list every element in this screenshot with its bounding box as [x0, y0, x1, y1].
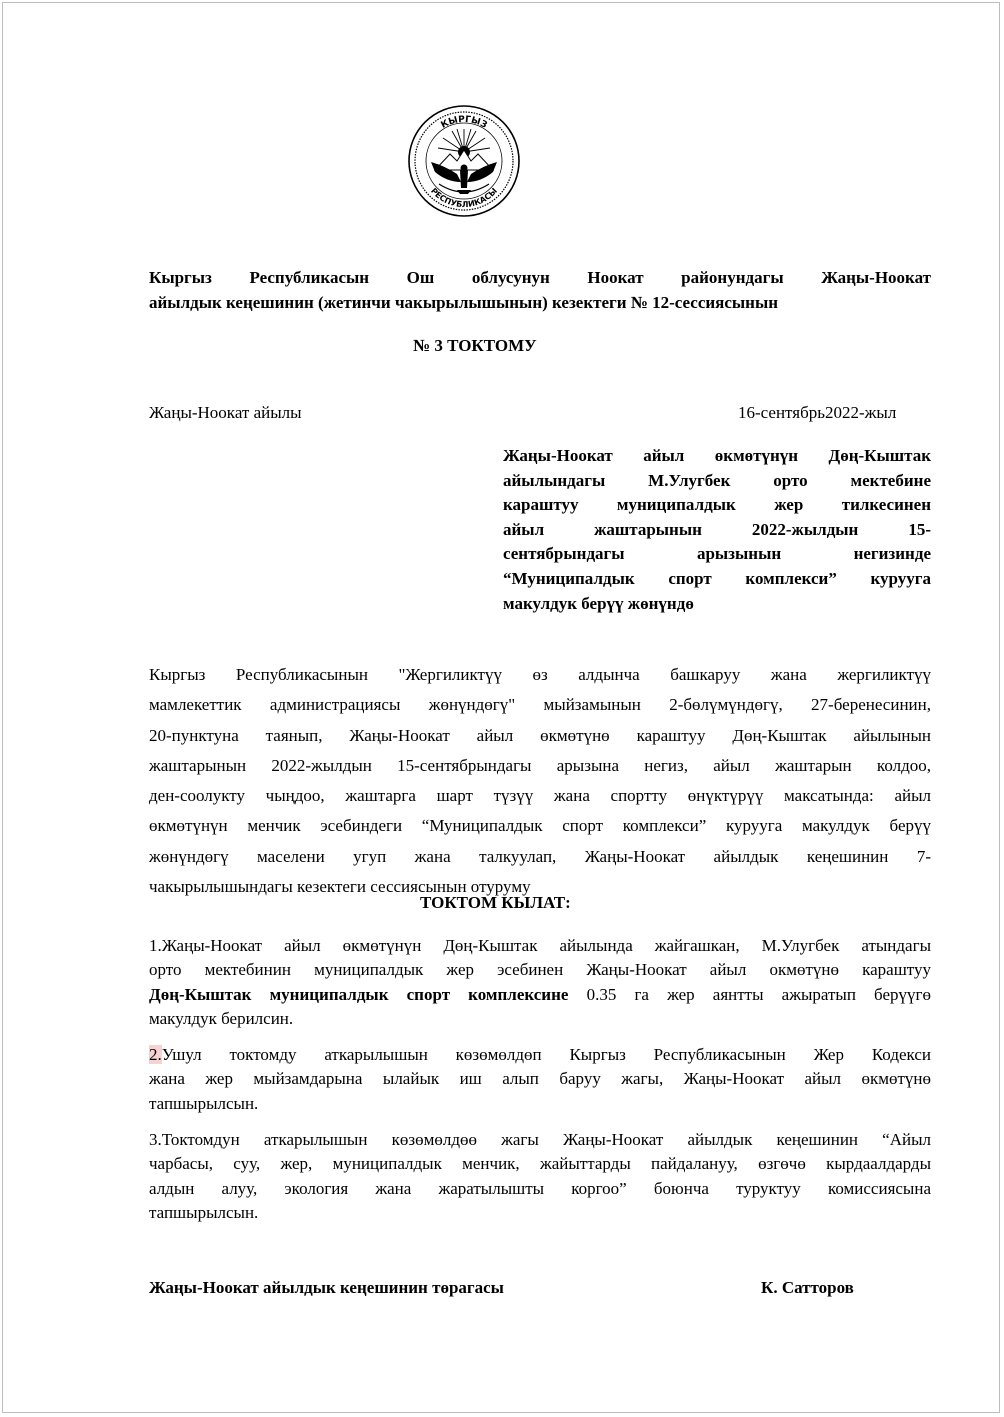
- decree-item-1: [149, 934, 931, 1031]
- item-line: [149, 1043, 931, 1067]
- subject-line: айыл жаштарынын 2022-жылдын 15-: [503, 519, 931, 539]
- item-line: орто мектебинин муниципалдык жер эсебинен Жаңы-Ноокат айыл окмөтүнө караштуу: [149, 960, 931, 980]
- item-number: 2.: [149, 1045, 162, 1064]
- emblem-top-text: КЫРГЫЗ: [439, 114, 489, 131]
- item-line: тапшырылсын.: [149, 1202, 259, 1222]
- document-place: Жаңы-Ноокат айылы: [149, 403, 302, 422]
- item-line: [149, 983, 931, 1007]
- subject-line: “Муниципалдык спорт комплекси” курууга: [503, 568, 931, 588]
- item-text: Ушул токтомду аткарылышын көзөмөлдөп Кыргыз Республикасынын Жер Кодекси: [161, 1045, 931, 1064]
- preamble-line: өкмөтүнүн менчик эсебиндеги “Муниципалдык спорт комплекси” курууга макулдук берүү: [149, 816, 931, 836]
- document-header: [149, 265, 931, 315]
- document-page: [2, 2, 1000, 1413]
- signature-position: Жаңы-Ноокат айылдык кеңешинин төрагасы: [149, 1278, 504, 1297]
- preamble-line: Кыргыз Республикасынын "Жергиликтүү өз алдынча башкаруу жана жергиликтүү: [149, 665, 931, 684]
- document-preamble: [149, 660, 931, 902]
- decree-heading: ТОКТОМ КЫЛАТ:: [420, 893, 571, 912]
- header-line-2: айылдык кеңешинин (жетинчи чакырылышынын) кезектеги № 12-сессиясынын: [149, 293, 779, 312]
- item-line: жана жер мыйзамдарына ылайык иш алып баруу жагы, Жаңы-Ноокат айыл өкмөтүнө: [149, 1069, 931, 1089]
- subject-line: макулдук берүү жөнүндө: [503, 593, 694, 613]
- subject-line: караштуу муниципалдык жер тилкесинен: [503, 495, 931, 515]
- emblem-bottom-text: РЕСПУБЛИКАСЫ: [429, 186, 500, 210]
- preamble-line: жаштарынын 2022-жылдын 15-сентябрындагы арызына негиз, айыл жаштарын колдоо,: [149, 755, 931, 775]
- subject-line: сентябрындагы арызынын негизинде: [503, 544, 931, 564]
- document-title: № 3 ТОКТОМУ: [413, 336, 537, 355]
- decree-item-3: [149, 1128, 931, 1225]
- item-line: тапшырылсын.: [149, 1093, 259, 1113]
- item-line: макулдук берилсин.: [149, 1008, 294, 1028]
- subject-line: Жаңы-Ноокат айыл өкмөтүнүн Дөң-Кыштак: [503, 446, 931, 465]
- header-line-1: Кыргыз Республикасын Ош облусунун Ноокат районундагы Жаңы-Ноокат: [149, 268, 931, 287]
- decree-item-2: [149, 1043, 931, 1116]
- item-line: чарбасы, суу, жер, муниципалдык менчик, жайыттарды пайдалануу, өзгөчө кырдаалдарды: [149, 1154, 931, 1174]
- document-subject: [503, 444, 931, 616]
- item-bold-text: Дөң-Кыштак муниципалдык спорт комплексине: [149, 984, 569, 1004]
- svg-text:КЫРГЫЗ: [440, 115, 489, 131]
- preamble-line: 20-пунктуна таянып, Жаңы-Ноокат айыл өкмөтүнө караштуу Дөң-Кыштак айылынын: [149, 725, 931, 745]
- item-line: 3.Токтомдун аткарылышын көзөмөлдөө жагы Жаңы-Ноокат айылдык кеңешинин “Айыл: [149, 1130, 931, 1149]
- document-date: 16-сентябрь2022-жыл: [738, 403, 897, 422]
- item-line: 1.Жаңы-Ноокат айыл өкмөтүнүн Дөң-Кыштак айылында жайгашкан, М.Улугбек атындагы: [149, 936, 931, 955]
- preamble-line: жөнүндөгү маселени угуп жана талкуулап, Жаңы-Ноокат айылдык кеңешинин 7-: [149, 846, 931, 866]
- item-line: алдын алуу, экология жана жаратылышты коргоо” боюнча туруктуу комиссиясына: [149, 1178, 931, 1198]
- signature-name: К. Сатторов: [761, 1278, 854, 1297]
- preamble-line: мамлекеттик администрациясы жөнүндөгү" мыйзамынын 2-бөлүмүндөгү, 27-беренесинин,: [149, 695, 931, 715]
- subject-line: айылындагы М.Улугбек орто мектебине: [503, 470, 931, 490]
- preamble-line: чакырылышындагы кезектеги сессиясынын отуруму: [149, 877, 531, 897]
- item-text: 0.35 га жер аянтты ажыратып берүүгө: [568, 984, 931, 1004]
- kyrgyz-state-emblem-icon: [405, 104, 523, 218]
- preamble-line: ден-соолукту чыңдоо, жаштарга шарт түзүү жана спортту өнүктүрүү максатында: айыл: [149, 786, 931, 806]
